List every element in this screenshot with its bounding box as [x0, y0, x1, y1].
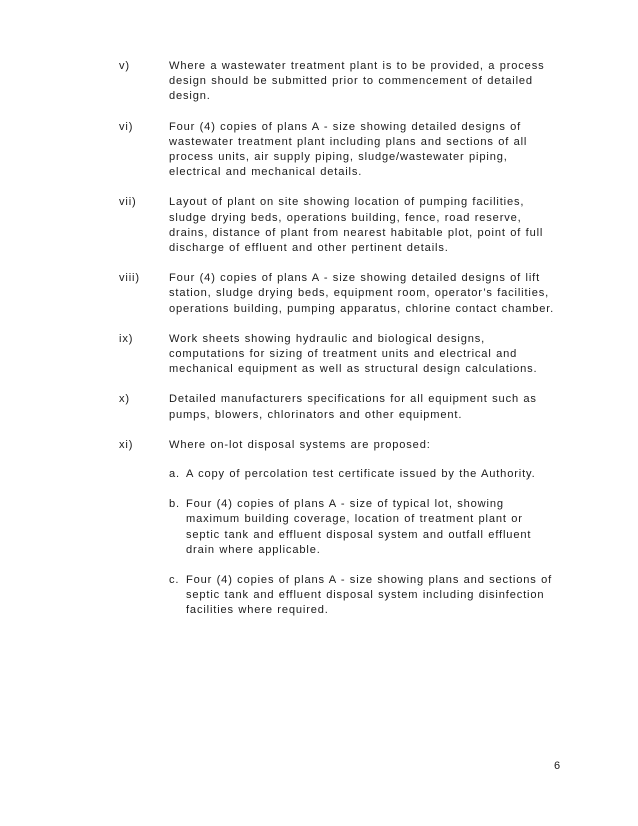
list-item [119, 195, 559, 256]
item-label: xi) [119, 438, 134, 451]
sub-item-label: c. [169, 574, 180, 587]
item-label: vii) [119, 196, 137, 209]
list-item [119, 271, 559, 317]
item-label: v) [119, 60, 130, 72]
item-text: Detailed manufacturers specifications for all equipment such as pumps, blowers, chlorinators and other equipment. [169, 393, 537, 421]
item-text: Where a wastewater treatment plant is to be provided, a process design should be submitted prior to commencement of detailed design. [169, 60, 545, 103]
requirements-list [119, 59, 559, 634]
sub-list-item [169, 573, 559, 619]
sub-item-text: Four (4) copies of plans A - size showing plans and sections of septic tank and effluent disposal system including disinfection facilities where required. [186, 574, 553, 617]
item-text: Four (4) copies of plans A - size showing detailed designs of wastewater treatment plant including plans and sections of all process units, air supply piping, sludge/wastewater piping, electrical and mechanical details. [169, 120, 528, 179]
list-item [119, 120, 559, 181]
list-item [119, 332, 559, 378]
sub-list-item [169, 497, 559, 558]
item-text: Work sheets showing hydraulic and biological designs, computations for sizing of treatment units and electrical and mechanical equipment as well as structural design calculations. [169, 332, 538, 376]
item-text: Layout of plant on site showing location of pumping facilities, sludge drying beds, operations building, fence, road reserve, drains, distance of plant from nearest habitable plot, point of full discharge of effluent and other pertinent details. [169, 196, 544, 255]
sub-list [169, 467, 559, 619]
item-text: Four (4) copies of plans A - size showing detailed designs of lift station, sludge drying beds, equipment room, operator’s facilities, operations building, pumping apparatus, chlorine contact chamber. [169, 272, 555, 315]
list-item [119, 59, 559, 105]
item-text: Where on-lot disposal systems are proposed: [169, 438, 431, 451]
item-label: x) [119, 393, 130, 406]
sub-item-label: b. [169, 498, 180, 511]
sub-item-text: A copy of percolation test certificate issued by the Authority. [186, 468, 536, 481]
list-item [119, 392, 559, 422]
sub-item-text: Four (4) copies of plans A - size of typical lot, showing maximum building coverage, location of treatment plant or septic tank and effluent disposal system and outfall effluent drain where applicable. [186, 498, 532, 556]
sub-item-label: a. [169, 468, 180, 481]
list-item [119, 438, 559, 619]
sub-list-item [169, 467, 559, 482]
item-label: viii) [119, 272, 140, 285]
item-label: vi) [119, 120, 134, 133]
page-number: 6 [554, 760, 561, 772]
item-label: ix) [119, 332, 134, 345]
